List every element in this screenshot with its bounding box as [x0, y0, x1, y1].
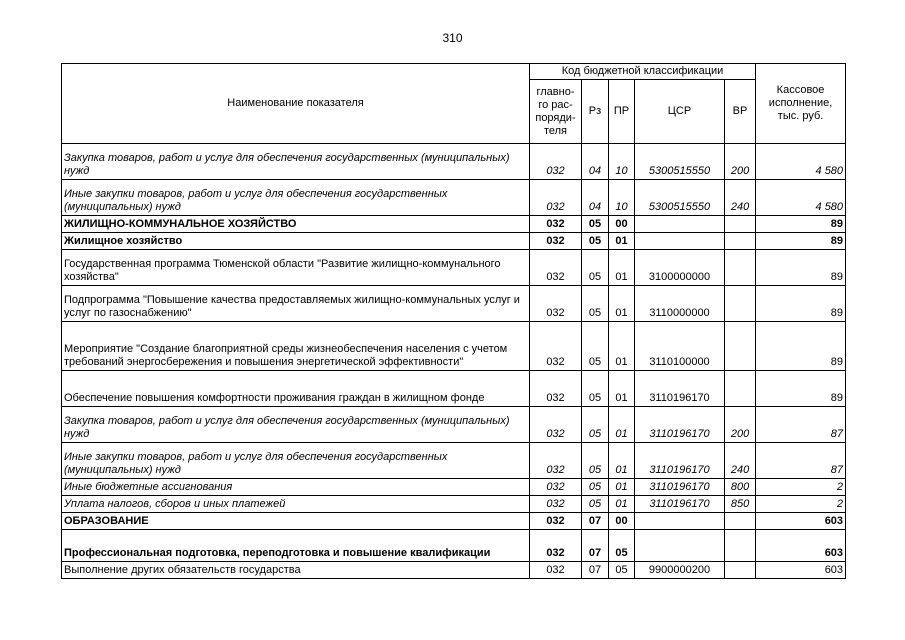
header-vr: ВР [725, 80, 756, 144]
cell-vr [725, 513, 756, 530]
cell-amount: 89 [756, 216, 846, 233]
cell-pr: 01 [609, 322, 635, 371]
cell-vr [725, 530, 756, 562]
cell-vr [725, 371, 756, 407]
cell-rz: 07 [582, 530, 609, 562]
cell-rz: 05 [582, 371, 609, 407]
cell-name: Иные закупки товаров, работ и услуг для обеспечения государственных (муниципальных) нужд [62, 443, 530, 479]
page-number: 310 [442, 31, 463, 45]
cell-rz: 04 [582, 144, 609, 180]
cell-csr: 9900000200 [635, 562, 725, 579]
cell-name: Выполнение других обязательств государства [62, 562, 530, 579]
cell-glava: 032 [530, 322, 582, 371]
cell-csr [635, 233, 725, 250]
cell-glava: 032 [530, 407, 582, 443]
cell-pr: 01 [609, 479, 635, 496]
cell-amount: 4 580 [756, 180, 846, 216]
table-row [62, 562, 846, 579]
cell-glava: 032 [530, 513, 582, 530]
table-row [62, 407, 846, 443]
cell-csr: 3110000000 [635, 286, 725, 322]
cell-rz: 05 [582, 216, 609, 233]
header-rz: Рз [582, 80, 609, 144]
cell-amount: 2 [756, 479, 846, 496]
header-code-group: Код бюджетной классификации [530, 64, 756, 80]
cell-rz: 05 [582, 496, 609, 513]
table-row [62, 513, 846, 530]
cell-vr [725, 216, 756, 233]
cell-pr: 00 [609, 513, 635, 530]
table-row [62, 250, 846, 286]
cell-name: Подпрограмма "Повышение качества предоставляемых жилищно-коммунальных услуг и услуг по газоснабжению" [62, 286, 530, 322]
cell-pr: 10 [609, 180, 635, 216]
cell-rz: 05 [582, 250, 609, 286]
cell-vr: 800 [725, 479, 756, 496]
cell-name: Профессиональная подготовка, переподготовка и повышение квалификации [62, 530, 530, 562]
cell-glava: 032 [530, 496, 582, 513]
table-row [62, 496, 846, 513]
cell-csr: 3100000000 [635, 250, 725, 286]
cell-csr [635, 530, 725, 562]
cell-csr: 3110196170 [635, 443, 725, 479]
cell-vr: 850 [725, 496, 756, 513]
cell-amount: 603 [756, 513, 846, 530]
cell-name: Иные закупки товаров, работ и услуг для обеспечения государственных (муниципальных) нужд [62, 180, 530, 216]
cell-name: Закупка товаров, работ и услуг для обеспечения государственных (муниципальных) нужд [62, 144, 530, 180]
table-row [62, 371, 846, 407]
header-csr: ЦСР [635, 80, 725, 144]
cell-pr: 01 [609, 496, 635, 513]
cell-csr: 3110100000 [635, 322, 725, 371]
header-glava: главно- го рас- поряди- теля [530, 80, 582, 144]
cell-amount: 603 [756, 562, 846, 579]
header-amount: Кассовое исполнение, тыс. руб. [756, 64, 846, 144]
cell-pr: 00 [609, 216, 635, 233]
cell-rz: 05 [582, 322, 609, 371]
cell-csr: 5300515550 [635, 180, 725, 216]
cell-pr: 01 [609, 286, 635, 322]
table-row [62, 180, 846, 216]
cell-pr: 05 [609, 530, 635, 562]
cell-rz: 07 [582, 513, 609, 530]
cell-rz: 05 [582, 407, 609, 443]
table-row [62, 286, 846, 322]
cell-vr [725, 250, 756, 286]
cell-name: Государственная программа Тюменской области "Развитие жилищно-коммунального хозяйства" [62, 250, 530, 286]
cell-csr: 3110196170 [635, 479, 725, 496]
cell-name: Жилищное хозяйство [62, 233, 530, 250]
cell-pr: 01 [609, 371, 635, 407]
header-name: Наименование показателя [62, 64, 530, 144]
cell-amount: 2 [756, 496, 846, 513]
cell-amount: 89 [756, 286, 846, 322]
cell-csr [635, 216, 725, 233]
cell-glava: 032 [530, 286, 582, 322]
table-row [62, 530, 846, 562]
cell-amount: 89 [756, 250, 846, 286]
cell-csr: 3110196170 [635, 496, 725, 513]
cell-pr: 01 [609, 233, 635, 250]
cell-pr: 10 [609, 144, 635, 180]
table-row [62, 144, 846, 180]
cell-amount: 87 [756, 407, 846, 443]
table-row [62, 322, 846, 371]
cell-name: Иные бюджетные ассигнования [62, 479, 530, 496]
cell-glava: 032 [530, 443, 582, 479]
cell-csr: 5300515550 [635, 144, 725, 180]
cell-pr: 01 [609, 250, 635, 286]
cell-name: Обеспечение повышения комфортности проживания граждан в жилищном фонде [62, 371, 530, 407]
cell-name: Закупка товаров, работ и услуг для обеспечения государственных (муниципальных) нужд [62, 407, 530, 443]
cell-vr [725, 233, 756, 250]
table-row [62, 216, 846, 233]
cell-glava: 032 [530, 144, 582, 180]
cell-csr: 3110196170 [635, 371, 725, 407]
cell-amount: 603 [756, 530, 846, 562]
cell-vr: 200 [725, 144, 756, 180]
cell-vr: 240 [725, 443, 756, 479]
cell-glava: 032 [530, 371, 582, 407]
cell-csr [635, 513, 725, 530]
cell-rz: 04 [582, 180, 609, 216]
cell-amount: 4 580 [756, 144, 846, 180]
cell-vr: 240 [725, 180, 756, 216]
cell-amount: 87 [756, 443, 846, 479]
cell-vr [725, 562, 756, 579]
cell-name: ЖИЛИЩНО-КОММУНАЛЬНОЕ ХОЗЯЙСТВО [62, 216, 530, 233]
cell-pr: 01 [609, 443, 635, 479]
cell-glava: 032 [530, 216, 582, 233]
cell-rz: 07 [582, 562, 609, 579]
cell-name: Мероприятие "Создание благоприятной среды жизнеобеспечения населения с учетом требований энергосбережения и повышения энергетической эффективности" [62, 322, 530, 371]
cell-pr: 05 [609, 562, 635, 579]
header-pr: ПР [609, 80, 635, 144]
cell-amount: 89 [756, 371, 846, 407]
cell-name: ОБРАЗОВАНИЕ [62, 513, 530, 530]
cell-glava: 032 [530, 530, 582, 562]
cell-glava: 032 [530, 562, 582, 579]
cell-glava: 032 [530, 180, 582, 216]
cell-amount: 89 [756, 233, 846, 250]
cell-rz: 05 [582, 479, 609, 496]
budget-execution-table [61, 63, 846, 579]
cell-vr: 200 [725, 407, 756, 443]
cell-glava: 032 [530, 479, 582, 496]
cell-glava: 032 [530, 233, 582, 250]
cell-amount: 89 [756, 322, 846, 371]
table-body [62, 144, 846, 579]
table-row [62, 233, 846, 250]
cell-rz: 05 [582, 443, 609, 479]
cell-vr [725, 322, 756, 371]
cell-vr [725, 286, 756, 322]
cell-rz: 05 [582, 286, 609, 322]
cell-rz: 05 [582, 233, 609, 250]
table-row [62, 479, 846, 496]
table-row [62, 443, 846, 479]
cell-name: Уплата налогов, сборов и иных платежей [62, 496, 530, 513]
cell-pr: 01 [609, 407, 635, 443]
cell-csr: 3110196170 [635, 407, 725, 443]
cell-glava: 032 [530, 250, 582, 286]
